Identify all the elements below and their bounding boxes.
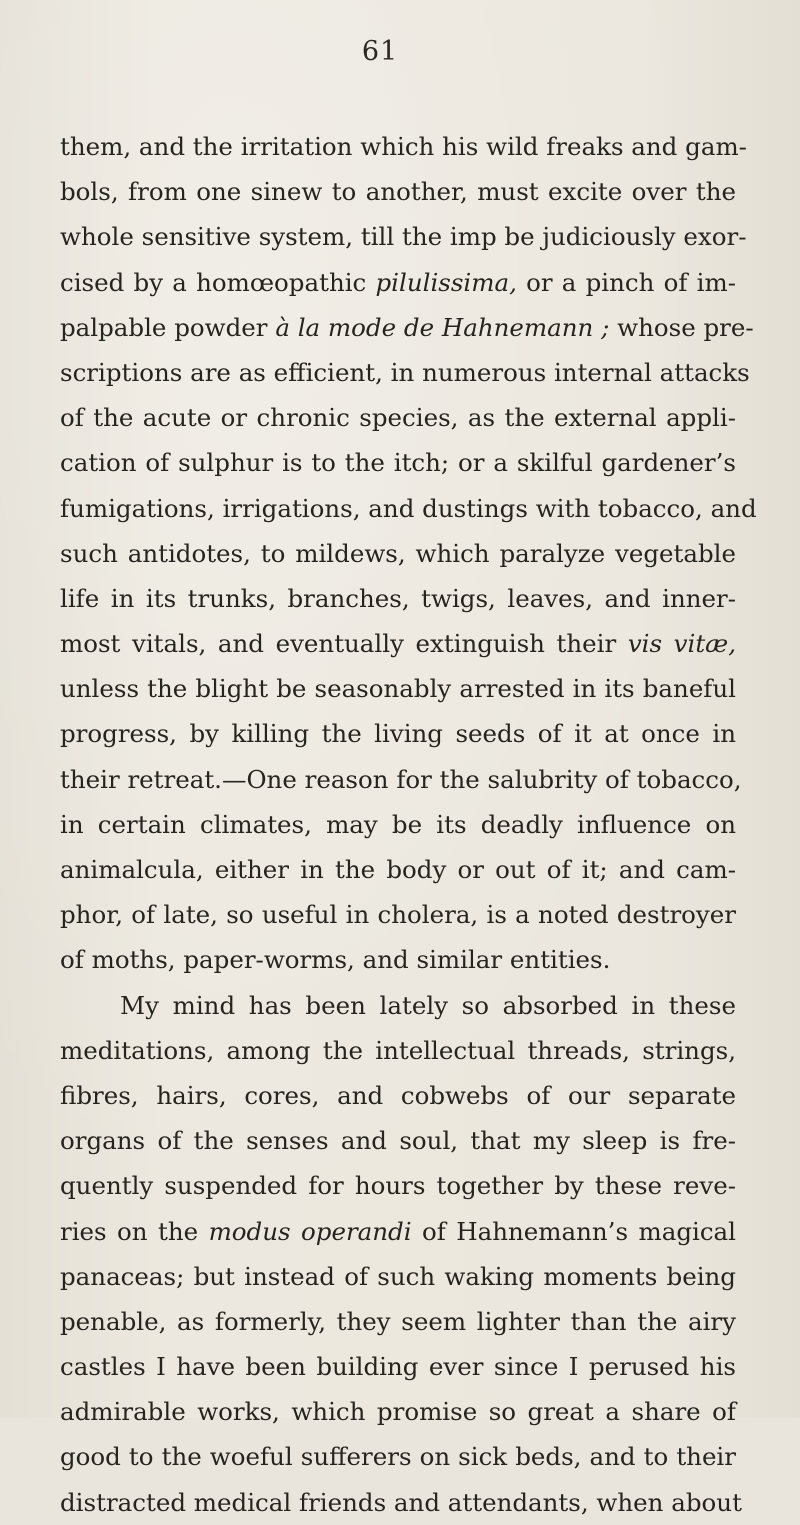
text-segment: whose pre- — [609, 312, 754, 342]
text-line — [60, 576, 736, 621]
text-line — [60, 983, 736, 1028]
text-line — [60, 892, 736, 937]
text-line — [60, 1028, 736, 1073]
body-text — [60, 124, 757, 1525]
italic-text: pilulissima, — [375, 267, 517, 297]
text-line — [60, 440, 736, 485]
text-line — [60, 1254, 736, 1299]
text-segment: such antidotes, to mildews, which paralyze vegetable — [60, 538, 736, 568]
text-segment: organs of the senses and soul, that my sleep is fre- — [60, 1126, 736, 1156]
italic-text: à la mode de Hahnemann ; — [275, 312, 610, 342]
text-segment: of Hahnemann’s magical — [411, 1216, 736, 1246]
text-line — [60, 486, 757, 531]
text-segment: My mind has been lately so absorbed in these — [120, 990, 736, 1020]
text-line — [60, 214, 747, 259]
text-line — [60, 621, 736, 666]
text-segment: panaceas; but instead of such waking moments being — [60, 1261, 736, 1291]
text-line — [60, 1434, 736, 1479]
text-line — [60, 395, 736, 440]
text-segment: in certain climates, may be its deadly influence on — [60, 809, 736, 839]
text-line — [60, 1344, 736, 1389]
text-segment: bols, from one sinew to another, must excite over the — [60, 177, 736, 207]
text-line — [60, 757, 742, 802]
text-segment: scriptions are as efficient, in numerous internal attacks — [60, 357, 750, 387]
text-segment: quently suspended for hours together by these reve- — [60, 1171, 736, 1201]
text-segment: meditations, among the intellectual threads, strings, — [60, 1035, 736, 1065]
text-segment: cised by a homœopathic — [60, 267, 376, 297]
text-segment: distracted medical friends and attendants, when about — [60, 1487, 742, 1517]
text-segment: phor, of late, so useful in cholera, is a noted destroyer — [60, 900, 736, 930]
text-segment: good to the woeful sufferers on sick beds, and to their — [60, 1442, 736, 1472]
text-segment: their retreat.—One reason for the salubrity of tobacco, — [60, 764, 742, 794]
text-line — [60, 937, 736, 982]
text-line — [60, 1163, 736, 1208]
text-line — [60, 169, 736, 214]
text-segment: progress, by killing the living seeds of it at once in — [60, 719, 736, 749]
text-line — [60, 350, 750, 395]
text-segment: or a pinch of im- — [516, 267, 736, 297]
text-line — [60, 802, 736, 847]
text-segment: unless the blight be seasonably arrested in its baneful — [60, 674, 736, 704]
text-segment: of the acute or chronic species, as the external appli- — [60, 403, 736, 433]
italic-text: vis vitæ, — [627, 629, 736, 659]
text-line — [60, 124, 747, 169]
text-segment: of moths, paper-worms, and similar entities. — [60, 945, 611, 975]
text-segment: most vitals, and eventually extinguish their — [60, 629, 628, 659]
text-segment: penable, as formerly, they seem lighter than the airy — [60, 1306, 736, 1336]
text-line — [60, 711, 736, 756]
text-segment: admirable works, which promise so great a share of — [60, 1397, 736, 1427]
page-number: 61 — [361, 36, 399, 67]
text-line — [60, 1209, 736, 1254]
text-segment: them, and the irritation which his wild freaks and gam- — [60, 132, 747, 161]
text-line — [60, 305, 754, 350]
text-line — [60, 1299, 736, 1344]
text-segment: animalcula, either in the body or out of it; and cam- — [60, 855, 736, 884]
text-segment: castles I have been building ever since I perused his — [60, 1352, 736, 1382]
italic-text: modus operandi — [208, 1216, 412, 1246]
text-segment: ries on the — [60, 1216, 209, 1246]
text-line — [60, 1073, 736, 1118]
text-segment: fumigations, irrigations, and dustings with tobacco, and — [60, 493, 757, 523]
text-line — [60, 260, 736, 305]
text-line — [60, 1389, 736, 1434]
text-segment: fibres, hairs, cores, and cobwebs of our separate — [60, 1080, 736, 1110]
text-line — [60, 531, 736, 576]
text-line — [60, 847, 736, 892]
text-line — [60, 666, 736, 711]
text-segment: whole sensitive system, till the imp be judiciously exor- — [60, 222, 747, 252]
text-line — [60, 1480, 742, 1525]
text-line — [60, 1118, 736, 1163]
text-segment: cation of sulphur is to the itch; or a skilful gardener’s — [60, 448, 736, 478]
text-segment: palpable powder — [60, 312, 276, 342]
text-segment: life in its trunks, branches, twigs, leaves, and inner- — [60, 583, 736, 613]
